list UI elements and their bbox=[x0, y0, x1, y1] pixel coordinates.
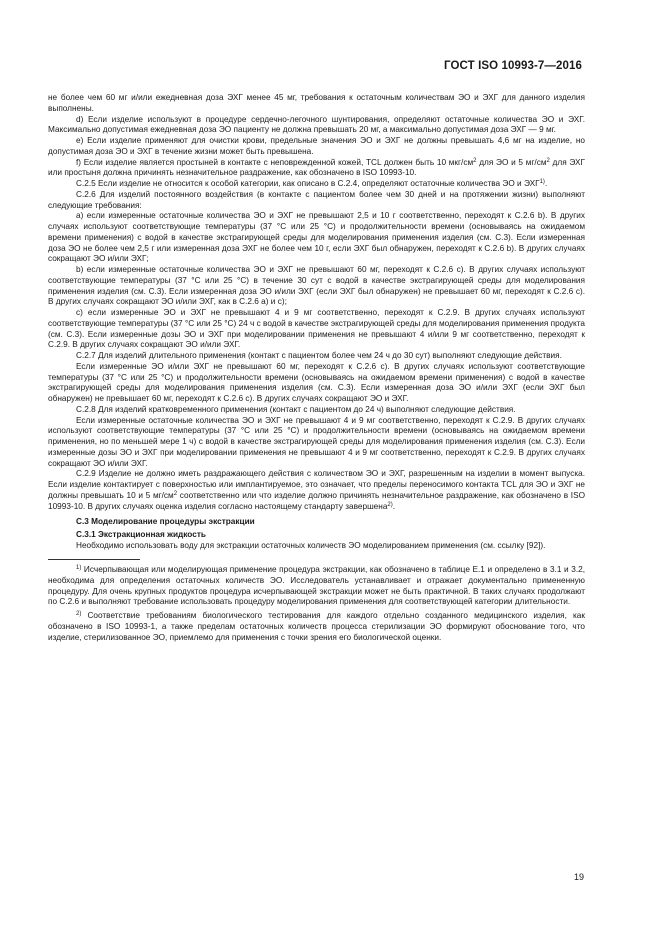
paragraph: c) если измеренные ЭО и ЭХГ не превышают 4 и 9 мг соответственно, переходят к С.2.9. В других случаях используют соответствующие температуры (37 °С или 25 °С) 24 ч с водой в качестве экстрагирующей среды для моделирования применения продукта (см. С.3). Если измеренные дозы ЭО и ЭХГ при моделировании применения не превышают 4 и/или 9 мг соответственно, переходят к С.2.9. В других случаях сокращают ЭО и/или ЭХГ. bbox=[48, 308, 585, 350]
footnote-divider bbox=[48, 559, 140, 560]
page-content bbox=[48, 93, 585, 643]
page-number: 19 bbox=[573, 872, 584, 882]
paragraph: b) если измеренные остаточные количества ЭО и ЭХГ не превышают 60 мг, переходят к С.2.6 с). В других случаях используют соответствующие температуры (37 °С или 25 °С) в течение 30 сут с водой в качестве экстрагирующей среды для моделирования применения изделия (см. С.3). Если измеренная доза ЭО и/или ЭХГ (если ЭХГ был обнаружен) не превышает 60 мг, переходят к С.2.6 с). В других случаях сокращают ЭО и/или ЭХГ, как в С.2.6 а) и с); bbox=[48, 265, 585, 307]
paragraph: С.2.7 Для изделий длительного применения (контакт с пациентом более чем 24 ч до 30 сут) выполняют следующие действия. bbox=[76, 351, 562, 360]
paragraph: не более чем 60 мг и/или ежедневная доза ЭХГ менее 45 мг, требования к остаточным количествам ЭО и ЭХГ для данного изделия выполнены. bbox=[48, 93, 585, 113]
subsection-heading: С.3.1 Экстракционная жидкость bbox=[76, 529, 206, 539]
paragraph: e) Если изделие применяют для очистки крови, предельные значения ЭО и ЭХГ не должны превышать 4,6 мг на изделие, но допустимая доза ЭО и ЭХГ в течение жизни может быть превышена. bbox=[48, 136, 585, 156]
paragraph: Если измеренные остаточные количества ЭО и ЭХГ не превышают 4 и 9 мг соответственно, переходят к С.2.9. В других случаях используют соответствующие температуры (37 °С или 25 °С) и продолжительности времени (основываясь на ожидаемом времени применения, но по меньшей мере 1 ч) с водой в качестве экстрагирующей среды для моделирования применения изделия (см. С.3). Если измеренные дозы ЭО и ЭХГ при моделировании применения не превышают 4 и 9 мг соответственно, переходят к С.2.9. В других случаях сокращают ЭО и/или ЭХГ. bbox=[48, 415, 585, 468]
paragraph: d) Если изделие используют в процедуре сердечно-легочного шунтирования, определяют остаточные количества ЭО и ЭХГ. Максимально допустимая ежедневная доза ЭО пациенту не должна превышать 20 мг, а максимально допустимая доза ЭХГ — 9 мг. bbox=[48, 114, 585, 135]
footnote-2: $^{2)}$ Соответствие требованиям биологического тестирования для каждого отдельно созданного медицинского изделия, как обозначено в ISO 10993-1, а также пределам остаточных количеств процесса стерилизации ЭО формируют обоснование того, что изделие, стерилизованное ЭО, приемлемо для применения с точки зрения его биологической оценки. bbox=[48, 611, 585, 642]
paragraph: Необходимо использовать воду для экстракции остаточных количеств ЭО моделированием применения (см. ссылку [92]). bbox=[76, 541, 546, 551]
paragraph: Если измеренные ЭО и/или ЭХГ не превышают 60 мг, переходят к С.2.6 с). В других случаях используют соответствующие температуры (37 °С или 25 °С) и продолжительности времени (основываясь на ожидаемом времени применения) с водой в качестве экстрагирующей среды для моделирования применения изделия (см. С.3). Если измеренная доза ЭО и/или ЭХГ (если ЭХГ был обнаружен) не превышает 60 мг, переходят к С.2.6 с). В других случаях сокращают ЭО и ЭХГ. bbox=[48, 361, 585, 403]
paragraph: С.2.5 Если изделие не относится к особой категории, как описано в С.2.4, определяют остаточные количества ЭО и ЭХГ$^{1)}$. bbox=[76, 179, 548, 188]
paragraph: С.2.8 Для изделий кратковременного применения (контакт с пациентом до 24 ч) выполняют следующие действия. bbox=[76, 404, 516, 414]
footnotes bbox=[48, 565, 585, 643]
section-heading: С.3 Моделирование процедуры экстракции bbox=[76, 517, 255, 527]
footnote-1: $^{1)}$ Исчерпывающая или моделирующая применение процедура экстракции, как обозначено в таблице Е.1 и определено в 3.1 и 3.2, необходима для определения остаточных количеств ЭО. Исследователь устанавливает и отражает документально примененную процедуру. Для очень крупных продуктов процедура исчерпывающей экстракции может не быть практичной. В таких случаях продолжают по С.2.6 и выполняют требование использовать процедуру моделирования применения для соответствующей категории длительности. bbox=[48, 565, 585, 607]
document-header: ГОСТ ISO 10993-7—2016 bbox=[444, 60, 582, 72]
paragraph: a) если измеренные остаточные количества ЭО и ЭХГ не превышают 2,5 и 10 г соответственно, переходят к С.2.6 b). В других случаях используют соответствующие температуры (37 °С или 25 °С) и продолжительности времени (основываясь на ожидаемом времени применения) с водой в качестве экстрагирующей среды для моделирования применения изделия (см. С.3). Если измеренная доза ЭО не более чем 2,5 г или измеренная доза ЭХГ не более чем 10 г, если ЭХГ был обнаружен, переходят к С.2.6 b). В других случаях сокращают ЭО и/или ЭХГ; bbox=[48, 211, 585, 264]
paragraph: f) Если изделие является простыней в контакте с неповрежденной кожей, TCL должен быть 10 мкг/$см^2$ для ЭО и 5 $мг/см^2$ для ЭХГ или простыня должна причинять незначительное раздражение, как обозначено в ISO 10993-10. bbox=[48, 157, 585, 178]
paragraph: С.2.6 Для изделий постоянного воздействия (в контакте с пациентом более чем 30 дней и на протяжении жизни) выполняют следующие требования: bbox=[48, 189, 585, 210]
paragraph: С.2.9 Изделие не должно иметь раздражающего действия с количеством ЭО и ЭХГ, разрешенным на изделии в момент выпуска. Если изделие контактирует с поверхностью или имплантируемое, это означает, что пределы переносимого контакта TCL для ЭО и ЭХГ не должны превышать 10 и 5 $мг/см^2$ соответственно или что изделие должно причинять незначительное раздражение, как обозначено в ISO 10993-10. В других случаях оценка изделия согласно настоящему стандарту завершена$^{2)}$. bbox=[48, 469, 585, 511]
